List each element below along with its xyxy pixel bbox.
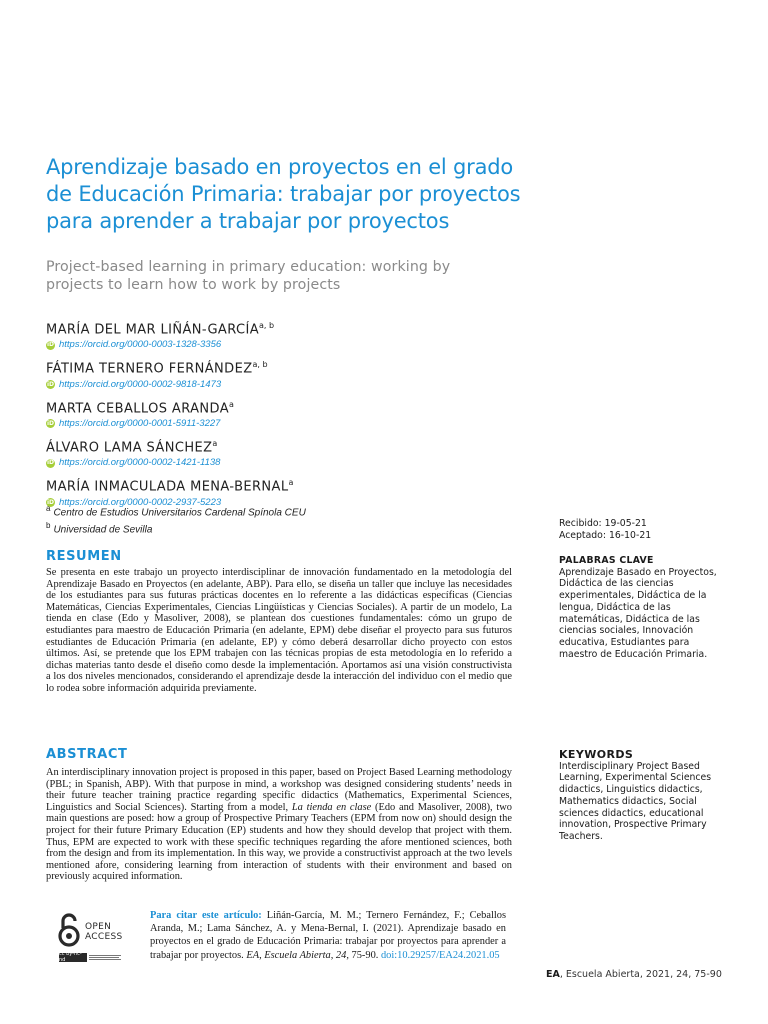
orcid-icon: iD	[46, 419, 55, 427]
accepted-date: Aceptado: 16-10-21	[559, 530, 652, 541]
affiliation: $^b$ Universidad de Sevilla	[46, 521, 153, 536]
doi-link[interactable]: doi:10.29257/EA24.2021.05	[380, 949, 500, 961]
palabras-clave-block	[559, 555, 729, 660]
orcid-icon: iD	[46, 380, 55, 388]
author-name: ÁLVARO LAMA SÁNCHEZ$^a$	[46, 438, 218, 456]
abstract-heading: ABSTRACT	[46, 747, 128, 762]
article-subtitle: Project-based learning in primary education: working by projects to learn how to work by projects	[46, 259, 451, 293]
palabras-clave-text: Aprendizaje Basado en Proyectos, Didáctica de las ciencias experimentales, Didáctica de la lengua, Didáctica de las matemáticas, Didáctica de las ciencias sociales, Innovación educativa, Estudiantes para maestro de Educación Primaria.	[559, 566, 717, 660]
journal-footer: EA, Escuela Abierta, 2021, 24, 75-90	[546, 969, 722, 980]
resumen-heading: RESUMEN	[46, 549, 122, 564]
author-item	[46, 397, 466, 430]
article-title: Aprendizaje basado en proyectos en el grado de Educación Primaria: trabajar por proyectos para aprender a trabajar por proyectos	[46, 155, 521, 233]
open-access-label: OPEN	[85, 922, 112, 932]
affiliation: $^a$ Centro de Estudios Universitarios Cardenal Spínola CEU	[46, 504, 306, 519]
author-name: FÁTIMA TERNERO FERNÁNDEZ$^{a, b}$	[46, 360, 268, 377]
keywords-block	[559, 749, 729, 843]
author-name: MARTA CEBALLOS ARANDA$^a$	[46, 399, 234, 416]
palabras-clave-heading: PALABRAS CLAVE	[559, 555, 654, 566]
orcid-icon: iD	[46, 498, 55, 506]
abstract-text: An interdisciplinary innovation project is proposed in this paper, based on Project Based Learning methodology (PBL; in Spanish, ABP). With that purpose in mind, a workshop was designed considering students’ needs in their future teacher training practice regarding specific didactics (Mathematics, Experimental Sciences, Linguistics and Social Sciences). Starting from a model, La tienda en clase (Edo and Masoliver, 2008), two main questions are posed: how a group of Prospective Primary Teachers (EPM from now on) should design the project for their future Primary Education (EP) students and how they should develop that project with them. Thus, EPM are expected to work with these specific techniques regarding the afore mentioned sciences, both from the design and from its implementation. In this way, we provide a constructivist approach at the two levels mentioned afore, considering learning from interaction of students with their environment and based on previously acquired information.	[46, 767, 512, 883]
orcid-link[interactable]: https://orcid.org/0000-0002-1421-1138	[59, 457, 221, 469]
author-list	[46, 318, 466, 515]
orcid-link[interactable]: https://orcid.org/0000-0001-5911-3227	[59, 417, 221, 429]
received-date: Recibido: 19-05-21	[559, 518, 647, 529]
orcid-icon: iD	[46, 459, 55, 467]
cc-license-icon: cc by-nc-nd	[59, 953, 87, 962]
open-access-label: ACCESS	[85, 932, 123, 942]
orcid-link[interactable]: https://orcid.org/0000-0002-2937-5223	[59, 496, 222, 508]
citation: Para citar este artículo: Liñán-García, M. M.; Ternero Fernández, F.; Ceballos Aranda, M.; Lama Sánchez, A. y Mena-Bernal, I. (2021). Aprendizaje basado en proyectos en el grado de Educación Primaria: trabajar por proyectos para aprender a trabajar por proyectos. EA, Escuela Abierta, 24, 75-90. doi:10.29257/EA24.2021.05	[150, 910, 506, 961]
keywords-heading: KEYWORDS	[559, 748, 634, 761]
citation-label: Para citar este artículo:	[150, 910, 262, 921]
author-item	[46, 436, 466, 469]
author-item	[46, 357, 466, 390]
keywords-text: Interdisciplinary Project Based Learning, Experimental Sciences didactics, Linguistics didactics, Mathematics didactics, Social sciences didactics, educational innovation, Prospective Primary Teachers.	[559, 760, 712, 842]
orcid-icon: iD	[46, 341, 55, 349]
open-access-lock-icon	[57, 912, 81, 948]
author-name: MARÍA INMACULADA MENA-BERNAL$^a$	[46, 478, 294, 495]
orcid-link[interactable]: https://orcid.org/0000-0003-1328-3356	[59, 339, 222, 351]
author-item	[46, 318, 466, 351]
resumen-text: Se presenta en este trabajo un proyecto interdisciplinar de innovación fundamentado en la metodología del Aprendizaje Basado en Proyectos (en adelante, ABP). Para ello, se diseña un taller que incluye las necesidades de los estudiantes para sus futuras prácticas docentes en lo referente a las didácticas específicas (Ciencias Matemáticas, Ciencias Experimentales, Ciencias Lingüísticas y Ciencias Sociales). A partir de un modelo, La tienda en clase (Edo y Masoliver, 2008), se plantean dos cuestiones fundamentales: cómo un grupo de estudiantes para maestro de Educación Primaria (en adelante, EPM) debe diseñar el proyecto para sus futuros estudiantes de Educación Primaria (en adelante, EP) y cómo deberá desarrollar dicho proyecto con estos últimos. Así, se pretende que los EPM trabajen con las técnicas propias de esta metodología en lo referido a dichas materias tanto desde el diseño como desde la implementación. Aportamos así una visión constructivista a los dos niveles mencionados, considerando el aprendizaje desde la interacción del individuo con el medio que lo rodea sobre información adquirida previamente.	[46, 567, 512, 694]
author-name: MARÍA DEL MAR LIÑÁN-GARCÍA$^{a, b}$	[46, 321, 275, 338]
orcid-link[interactable]: https://orcid.org/0000-0002-9818-1473	[59, 378, 222, 390]
